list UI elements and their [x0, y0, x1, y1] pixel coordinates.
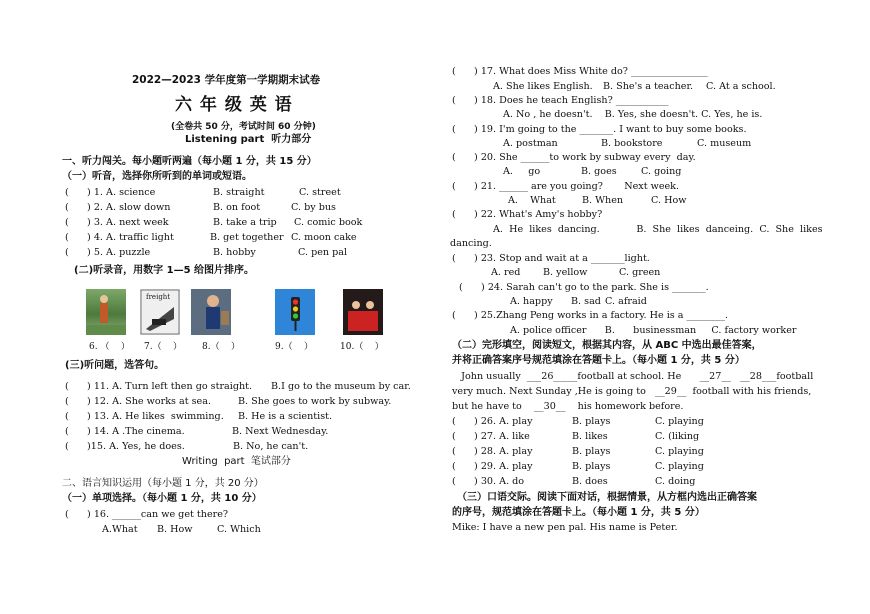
- mc-title: （一）单项选择。（每小题 1 分，共 10 分）: [62, 493, 262, 504]
- option-a: A. go: [503, 166, 541, 177]
- picture-cinema-image: [343, 289, 383, 335]
- question-29: ( ) 29. A. play: [452, 461, 533, 472]
- question-2: ( ) 2. A. slow down: [65, 202, 171, 213]
- exam-info: (全卷共 50 分，考试时间 60 分钟): [171, 122, 316, 132]
- option-b: B. does: [572, 476, 608, 487]
- question-26: ( ) 26. A. play: [452, 416, 533, 427]
- option-c: C. moon cake: [291, 232, 357, 243]
- question-23: ( ) 23. Stop and wait at a _______light.: [452, 253, 650, 264]
- passage-line-1: John usually ___26_____football at school. He __27__ __28___football: [452, 371, 814, 382]
- dialogue-mike: Mike: I have a new pen pal. His name is Peter.: [452, 522, 678, 533]
- option-b: B. sad: [571, 296, 601, 307]
- option-c: C. Which: [217, 524, 261, 535]
- picture-label-10: 10.（ ）: [340, 342, 384, 352]
- option-b: B. plays: [572, 416, 611, 427]
- q22-continuation: dancing.: [450, 238, 492, 249]
- picture-label-9: 9.（ ）: [275, 342, 314, 352]
- picture-park-image: [86, 289, 126, 335]
- question-21: ( ) 21. ______ are you going? Next week.: [452, 181, 680, 192]
- option-c: C. comic book: [294, 217, 363, 228]
- question-20: ( ) 20. She ______to work by subway every day.: [452, 152, 696, 163]
- option-c: C. afraid: [605, 296, 647, 307]
- option-b: B. She goes to work by subway.: [238, 396, 392, 407]
- question-3: ( ) 3. A. next week: [65, 217, 169, 228]
- option-b: B. straight: [213, 187, 265, 198]
- option-b: B. goes: [581, 166, 617, 177]
- question-5: ( ) 5. A. puzzle: [65, 247, 151, 258]
- option-b: B. hobby: [213, 247, 256, 258]
- option-c: C. playing: [655, 446, 704, 457]
- option-c: C. playing: [655, 461, 704, 472]
- picture-label-6: 6. （ ）: [89, 342, 130, 352]
- question-16: ( ) 16. ______can we get there?: [65, 509, 229, 520]
- option-a: A. happy: [510, 296, 553, 307]
- option-c: C. How: [651, 195, 687, 206]
- option-c: C. pen pal: [298, 247, 348, 258]
- option-b: B. get together: [210, 232, 284, 243]
- question-15: ( )15. A. Yes, he does.: [65, 441, 185, 452]
- sec1-title: （一）听音，选择你所听到的单词或短语。: [62, 171, 252, 182]
- option-b: B. He is a scientist.: [238, 411, 333, 422]
- option-b: B. bookstore: [601, 138, 663, 149]
- picture-man-image: [191, 289, 231, 335]
- cloze-title-2: 并将正确答案序号规范填涂在答题卡上。（每小题 1 分，共 5 分）: [452, 355, 745, 366]
- option-b: B. take a trip: [213, 217, 277, 228]
- option-c: C. museum: [697, 138, 752, 149]
- option-c: C. playing: [655, 416, 704, 427]
- option-c: C. by bus: [291, 202, 336, 213]
- exam-title: 2022—2023 学年度第一学期期末试卷: [132, 74, 321, 86]
- question-12: ( ) 12. A. She works at sea.: [65, 396, 212, 407]
- question-30: ( ) 30. A. do: [452, 476, 525, 487]
- q18-options: A. No , he doesn't. B. Yes, she doesn't. C. Yes, he is.: [503, 109, 763, 120]
- listening-heading: 一、听力闯关。每小题听两遍（每小题 1 分，共 15 分）: [62, 156, 317, 167]
- question-17: ( ) 17. What does Miss White do? ________________: [452, 66, 708, 77]
- question-27: ( ) 27. A. like: [452, 431, 530, 442]
- question-19: ( ) 19. I'm going to the _______. I want to buy some books.: [452, 124, 747, 135]
- question-11: ( ) 11. A. Turn left then go straight.: [65, 381, 253, 392]
- option-b: B. plays: [572, 446, 611, 457]
- q25-options: A. police officer B. businessman C. factory worker: [510, 325, 797, 336]
- question-4: ( ) 4. A. traffic light: [65, 232, 174, 243]
- option-b: B. How: [157, 524, 193, 535]
- option-b: B. No, he can't.: [233, 441, 309, 452]
- option-b: B. on foot: [213, 202, 261, 213]
- option-a: A. What: [508, 195, 556, 206]
- question-14: ( ) 14. A .The cinema.: [65, 426, 185, 437]
- question-1: ( ) 1. A. science: [65, 187, 156, 198]
- q22-options: A. He likes dancing. B. She likes danceing. C. She likes: [493, 224, 823, 235]
- listening-part-label: Listening part 听力部分: [185, 134, 312, 145]
- option-c: C. street: [299, 187, 341, 198]
- question-28: ( ) 28. A. play: [452, 446, 533, 457]
- option-a: A. postman: [503, 138, 558, 149]
- option-b: B. When: [582, 195, 624, 206]
- option-a: A. She likes English.: [493, 81, 593, 92]
- question-24: ( ) 24. Sarah can't go to the park. She is _______.: [459, 282, 709, 293]
- option-c: C. At a school.: [706, 81, 776, 92]
- option-b: B.I go to the museum by car.: [271, 381, 411, 392]
- option-b: B. likes: [572, 431, 608, 442]
- picture-train-label: freight: [146, 293, 171, 301]
- subject-title: 六 年 级 英 语: [175, 95, 293, 115]
- option-c: C. doing: [655, 476, 696, 487]
- option-c: C. green: [619, 267, 661, 278]
- option-b: B. Next Wednesday.: [232, 426, 329, 437]
- sec3-title: (三)听问题，选答句。: [65, 360, 165, 371]
- picture-train-image: [140, 289, 180, 335]
- picture-label-8: 8.（ ）: [202, 342, 241, 352]
- question-18: ( ) 18. Does he teach English? ___________: [452, 95, 669, 106]
- traffic-light-icon: [275, 289, 315, 335]
- option-b: B. yellow: [543, 267, 588, 278]
- dialogue-title: （三）口语交际。阅读下面对话，根据情景，从方框内选出正确答案: [457, 492, 757, 503]
- question-13: ( ) 13. A. He likes swimming.: [65, 411, 224, 422]
- option-c: C. (liking: [655, 431, 700, 442]
- option-a: A. red: [491, 267, 521, 278]
- dialogue-title-2: 的序号，规范填涂在答题卡上。（每小题 1 分，共 5 分）: [452, 507, 705, 518]
- writing-heading: 二、语言知识运用（每小题 1 分，共 20 分）: [62, 478, 264, 489]
- sec2-title: (二)听录音，用数字 1—5 给图片排序。: [74, 265, 255, 276]
- question-22: ( ) 22. What's Amy's hobby?: [452, 209, 603, 220]
- picture-label-7: 7.（ ）: [144, 342, 183, 352]
- option-b: B. She's a teacher.: [603, 81, 694, 92]
- option-a: A.What: [102, 524, 138, 535]
- question-25: ( ) 25.Zhang Peng works in a factory. He is a ________.: [452, 310, 728, 321]
- option-b: B. plays: [572, 461, 611, 472]
- passage-line-2: very much. Next Sunday ,He is going to __29__ football with his friends,: [452, 386, 812, 397]
- option-c: C. going: [641, 166, 682, 177]
- passage-line-3: but he have to __30__ his homework before.: [452, 401, 684, 412]
- cloze-title: （二）完形填空，阅读短文，根据其内容，从 ABC 中选出最佳答案，: [452, 340, 762, 351]
- writing-part-label: Writing part 笔试部分: [182, 456, 291, 467]
